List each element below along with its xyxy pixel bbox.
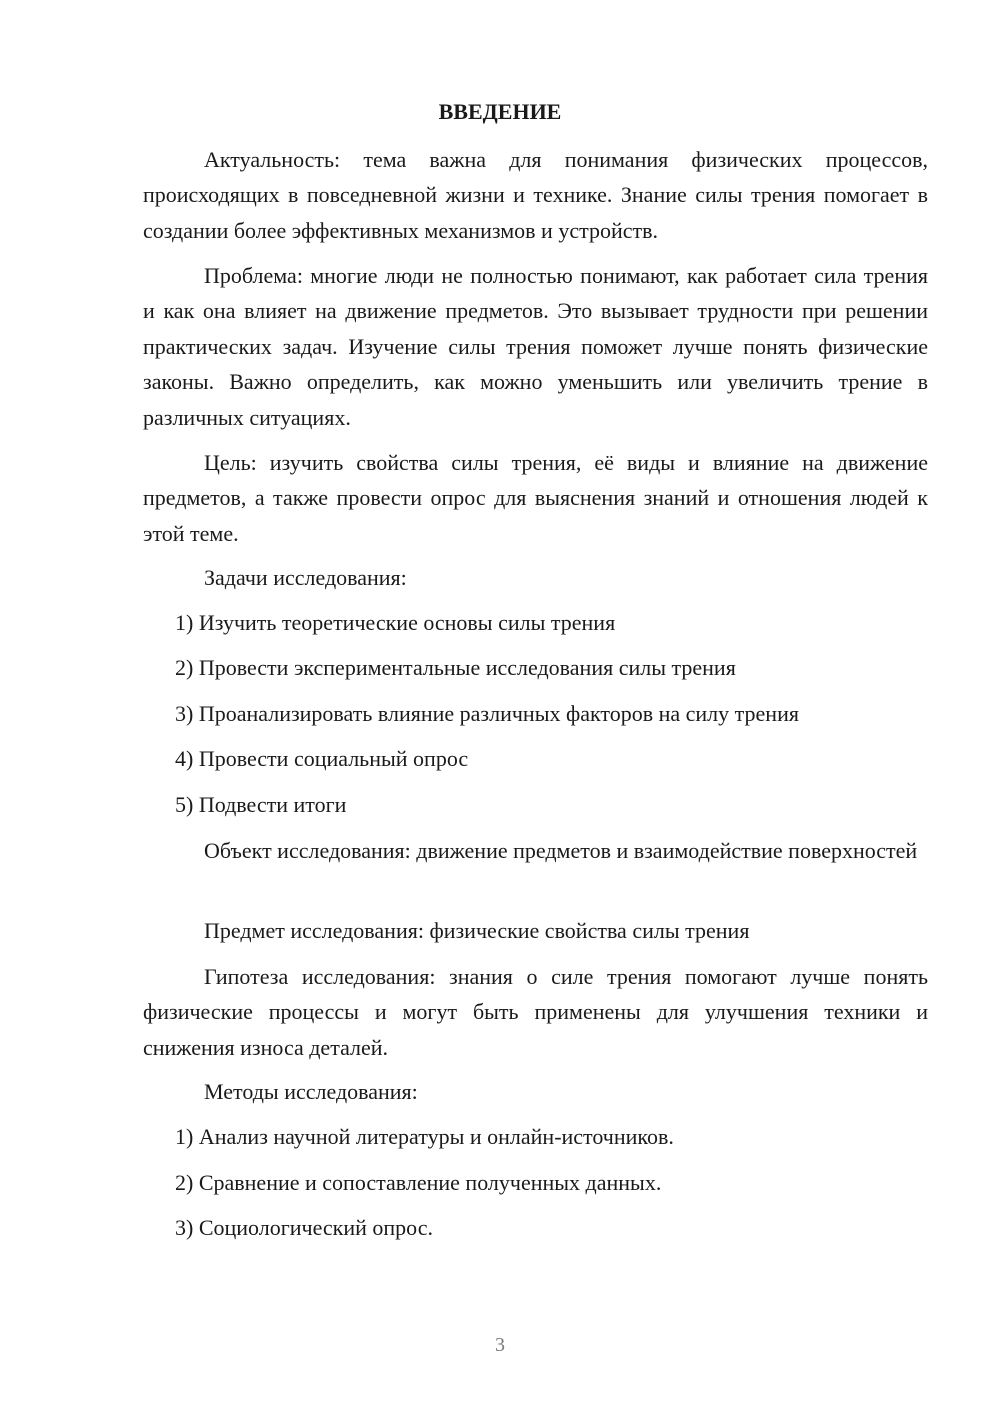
relevance-paragraph: Актуальность: тема важна для понимания физических процессов, происходящих в повседневной жизни и технике. Знание силы трения помогает в создании более эффективных механизмов и устройств. — [143, 147, 928, 243]
tasks-heading: Задачи исследования: — [204, 565, 407, 590]
list-item: 2) Сравнение и сопоставление полученных данных. — [175, 1170, 662, 1195]
list-item: 1) Изучить теоретические основы силы трения — [175, 610, 616, 635]
list-item: 5) Подвести итоги — [175, 792, 347, 817]
goal-paragraph: Цель: изучить свойства силы трения, её виды и влияние на движение предметов, а также провести опрос для выяснения знаний и отношения людей к этой теме. — [143, 450, 928, 546]
list-item: 3) Проанализировать влияние различных факторов на силу трения — [175, 701, 799, 726]
list-item: 2) Провести экспериментальные исследования силы трения — [175, 655, 736, 680]
list-item: 3) Социологический опрос. — [175, 1215, 433, 1240]
problem-paragraph: Проблема: многие люди не полностью понимают, как работает сила трения и как она влияет на движение предметов. Это вызывает трудности при решении практических задач. Изучение силы трения поможет лучше понять физические законы. Важно определить, как можно уменьшить или увеличить трение в различных ситуациях. — [143, 263, 928, 430]
methods-heading: Методы исследования: — [204, 1079, 418, 1104]
page-title: ВВЕДЕНИЕ — [438, 99, 562, 124]
subject-paragraph: Предмет исследования: физические свойства силы трения — [204, 918, 750, 943]
page-number: 3 — [495, 1334, 505, 1356]
hypothesis-paragraph: Гипотеза исследования: знания о силе трения помогают лучше понять физические процессы и могут быть применены для улучшения техники и снижения износа деталей. — [143, 964, 928, 1060]
object-paragraph: Объект исследования: движение предметов и взаимодействие поверхностей — [204, 838, 918, 863]
list-item: 4) Провести социальный опрос — [175, 746, 469, 771]
list-item: 1) Анализ научной литературы и онлайн-источников. — [175, 1124, 674, 1149]
